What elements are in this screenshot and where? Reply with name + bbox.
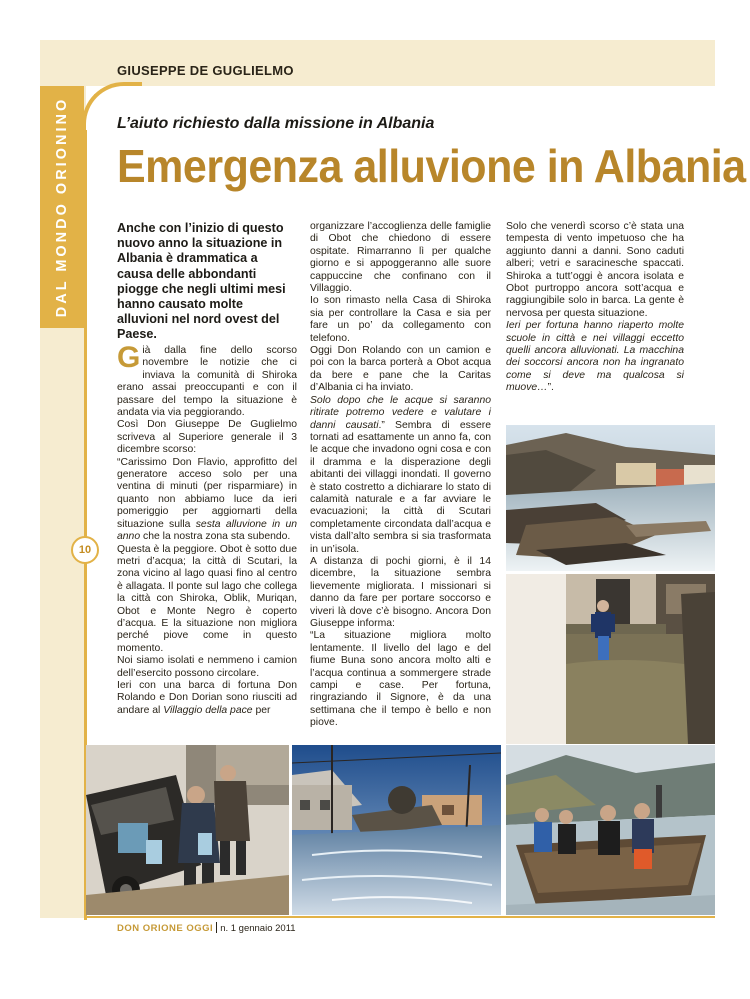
author-name: GIUSEPPE DE GUGLIELMO — [117, 63, 294, 78]
text-column-2 — [310, 221, 491, 730]
text-column-1 — [117, 341, 298, 717]
paragraph-text: per — [255, 704, 271, 716]
article-subtitle: L’aiuto richiesto dalla missione in Albania — [117, 115, 435, 132]
paragraph-text: Ieri con una barca di fortuna Don Rolando e Don Dorian sono riusciti ad andare al — [117, 679, 297, 716]
footer-issue: n. 1 gennaio 2011 — [220, 923, 296, 934]
photo-flooded-street-debris — [506, 425, 715, 571]
paragraph: “La situazione migliora molto lentamente. Il livello del lago e del fiume Buna sono ancora molto alti e l’acqua continua a sommergere strade campi e case. Per fortuna, ringraziando il Signore, è da una settimana che il tempo è bello e non piove. — [310, 630, 491, 729]
drop-cap: G — [117, 341, 141, 374]
paragraph-text: .” Sembra di essere tornati ad esattamente un anno fa, con le acque che invadono ogni cosa e con il dramma e la disperazione degli abitanti dei villaggi inondati. Il governo è stato costretto a dichiarare lo stato di calamità naturale e a far avviare le evacuazioni; la città di Scutari completamente circondata dall’acqua e vista dall’alto sembra si sia trasformata in un’isola. — [310, 419, 492, 555]
paragraph-text: ià dalla fine dello scorso novembre le notizie che ci inviava la comunità di Shiroka erano assai preoccupanti e con il passare del tempo la situazione è andata via via peggiorando. — [117, 345, 297, 419]
photo-flooded-village-road — [292, 745, 501, 915]
article-lead: Anche con l’inizio di questo nuovo anno la situazione in Albania è drammatica a causa delle abbondanti piogge che negli ultimi mesi hanno causato molte alluvioni nel nord ovest del Paese. — [117, 221, 286, 342]
footer-magazine-name: DON ORIONE OGGI — [117, 923, 214, 934]
photo-rescue-boat — [506, 745, 715, 915]
paragraph: organizzare l’accoglienza delle famiglie di Obot che chiedono di essere ospitate. Rimarranno lì per qualche giorno e si appoggeranno alle suore cappuccine che confinano con il Villaggio. — [310, 221, 491, 295]
paragraph: Questa è la peggiore. Obot è sotto due metri d’acqua; la città di Scutari, la zona vicino al lago quasi fino al centro è allagata. Il ponte sul lago che collega la città con Shiroka, Oblik, Muriqan, Obot e Monte Negro è coperto d’acqua. E la situazione non migliora perché piove come in questo momento. — [117, 543, 297, 654]
article-headline: Emergenza alluvione in Albania — [117, 141, 746, 193]
paragraph — [117, 680, 297, 717]
paragraph: A distanza di pochi giorni, è il 14 dicembre, la situazione sembra lievemente migliorata. I missionari si danno da fare per portare soccorso e viveri là dove c’è bisogno. Ancora Don Giuseppe informa: — [310, 555, 491, 629]
paragraph-text: “Carissimo Don Flavio, approfitto del generatore acceso solo per una ventina di minuti (per risparmiare) in quanto non abbiamo luce da ieri pomeriggio per aggiornarti della situazione sulla — [117, 456, 297, 530]
section-tab-label-wrap — [40, 86, 84, 328]
frame-bottom-line — [84, 916, 715, 918]
footer — [117, 922, 296, 934]
footer-separator — [216, 922, 217, 933]
paragraph: Solo che venerdì scorso c’è stata una tempesta di vento impetuoso che ha aggiunto danni a danni. Sono caduti alberi; vetri e saracinesche spaccati. Shiroka a tutt’oggi è ancora isolata e Obot purtroppo ancora sott’acqua e raggiungibile solo in barca. La gente è nervosa per questa situazione. — [506, 221, 684, 319]
paragraph — [310, 395, 491, 556]
italic-text: Ieri per fortuna hanno riaperto molte scuole in città e nei villaggi eccetto quelli ancora alluvionati. La macchina dei soccorsi ancora non ha ingranato come si deve ma qualcosa si muove… — [506, 320, 684, 394]
paragraph: Io son rimasto nella Casa di Shiroka sia per controllare la Casa e sia per fare un po’ da collegamento con telefono. — [310, 295, 491, 344]
italic-text: Solo dopo che le acque si saranno ritirate potremo vedere e valutare i danni causati — [310, 394, 491, 431]
paragraph — [117, 341, 297, 419]
paragraph: Oggi Don Rolando con un camion e poi con la barca porterà a Obot acqua da bere e pane che la Caritas d’Albania ci ha inviato. — [310, 345, 491, 394]
paragraph: Così Don Giuseppe De Guglielmo scriveva al Superiore generale il 3 dicembre scorso: — [117, 419, 297, 456]
paragraph-text: che la nostra zona sta subendo. — [143, 531, 291, 543]
text-column-3 — [506, 221, 684, 395]
frame-corner — [82, 82, 142, 142]
section-tab-label: DAL MONDO ORIONINO — [54, 96, 71, 318]
paragraph-text: ”. — [547, 382, 554, 394]
italic-text: Villaggio della pace — [163, 704, 253, 716]
page-number: 10 — [71, 536, 99, 564]
italic-text: sesta alluvione in un anno — [117, 518, 298, 543]
photo-flooded-house — [506, 574, 715, 744]
paragraph — [506, 320, 684, 394]
paragraph: Noi siamo isolati e nemmeno i camion dell’esercito possono circolare. — [117, 655, 297, 679]
photo-aid-distribution — [86, 745, 289, 915]
paragraph — [117, 457, 297, 544]
